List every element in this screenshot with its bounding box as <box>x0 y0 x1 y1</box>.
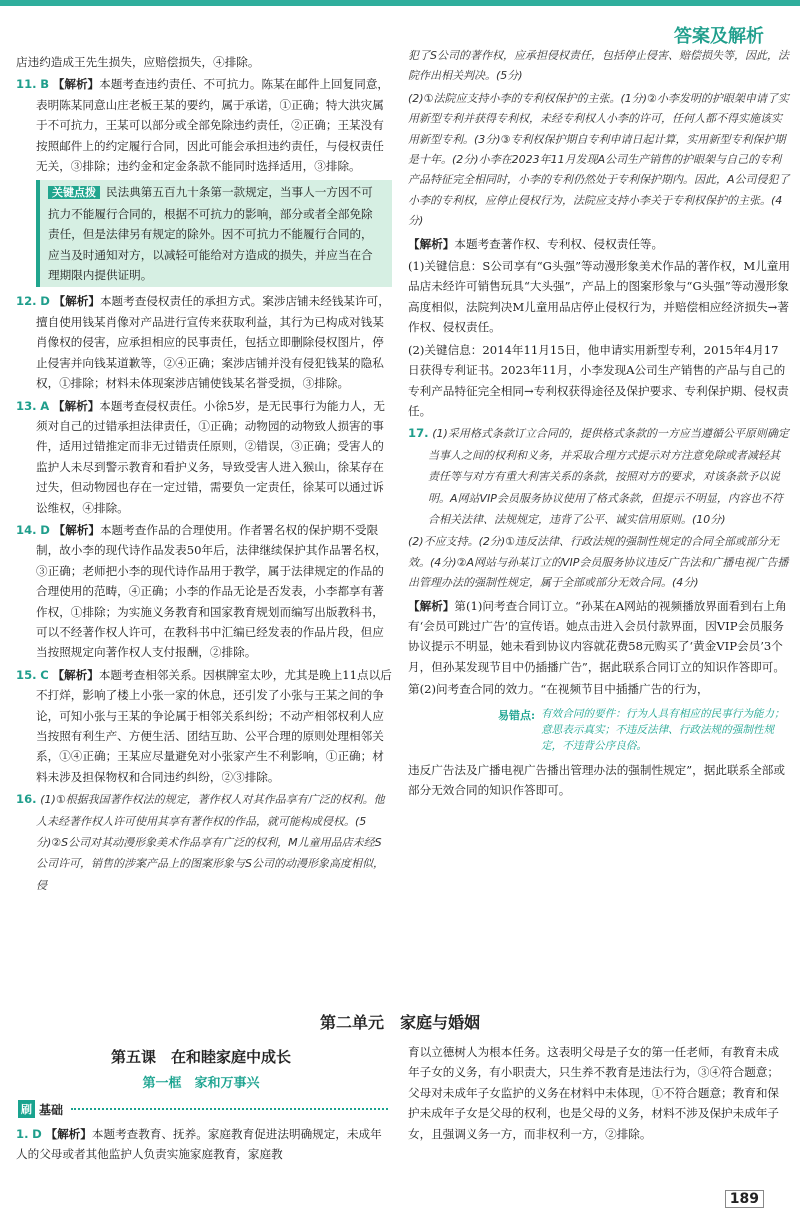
question-1 <box>16 1124 392 1165</box>
question-17 <box>408 423 790 530</box>
question-14 <box>16 520 392 663</box>
answer-letter: A <box>40 398 50 413</box>
left-continuation-text: 店违约造成王先生损失，应赔偿损失，④排除。 <box>16 55 260 69</box>
analysis-text: 本题考查侵权责任的承担方式。案涉店铺未经钱某许可，擅自使用钱某肖像对产品进行宣传来获取利益，其行为已构成对钱某肖像权的侵害，应承担相应的民事责任，包括立即删除侵权图片，停止侵害并向钱某道歉等，②④正确；案涉店铺并没有侵犯钱某的隐私权，①排除；材料未体现案涉店铺使钱某名誉受损，③排除。 <box>36 294 390 391</box>
q17-analysis-3: 违反广告法及广播电视广告播出管理办法的强制性规定”，据此联系全部或部分无效合同的知识作答即可。 <box>408 762 785 797</box>
analysis-text: 本题考查侵权责任。小徐5岁，是无民事行为能力人，无须对自己的过错承担法律责任，①正确；动物园的动物致人损害的事件，适用过错推定而非无过错责任原则，②错误，③正确；受害人的监护人未尽到警示教育和看护义务，导致受害人进入猴山，徐某存在过失，但动物园也存在一定过错，需要负一定责任，徐某可以通过诉讼维权，④排除。 <box>36 398 385 515</box>
key-point-text: 民法典第五百九十条第一款规定，当事人一方因不可抗力不能履行合同的，根据不可抗力的影响，部分或者全部免除责任，但是法律另有规定的除外。因不可抗力不能履行合同的，应当及时通知对方，以减轻可能给对方造成的损失，并应当在合理期限内提供证明。 <box>48 185 373 283</box>
error-prone-note <box>498 706 790 754</box>
q17-analysis-1 <box>408 596 790 678</box>
basic-section-header <box>18 1098 388 1120</box>
question-13 <box>16 396 392 518</box>
analysis-tag: 【解析】 <box>52 398 100 413</box>
section-header-title: 答案及解析 <box>674 26 764 47</box>
analysis-tag: 【解析】 <box>52 667 99 682</box>
q16-analysis-intro <box>408 234 790 254</box>
answer-letter: D <box>40 522 50 537</box>
handwritten-answer-text: (1)采用格式条款订立合同的，提供格式条款的一方应当遵循公平原则确定当事人之间的权利和义务，并采取合理方式提示对方注意免除或者减轻其责任等与对方有重大利害关系的条款，按照对方的要求，对该条款予以说明。A网站VIP会员服务协议使用了格式条款，但提示不明显，内容也不符合相关法律、法规规定，违背了公平、诚实信用原则。(10分) <box>428 427 789 526</box>
lesson-title: 第五课 在和睦家庭中成长 <box>110 1048 291 1066</box>
answer-letter: C <box>40 667 49 682</box>
q17-analysis-2: 第(2)问考查合同的效力。“在视频节目中插播广告的行为， <box>408 682 709 697</box>
unit-title: 第二单元 家庭与婚姻 <box>319 1013 480 1032</box>
question-11 <box>16 74 392 176</box>
question-1-continuation: 育以立德树人为根本任务。这表明父母是子女的第一任老师，有教育未成年子女的义务，有小职责大，只生养不教育是违法行为，③④符合题意；父母对未成年子女监护的义务在材料中未体现，①不符合题意；教育和保护未成年子女是父母的权利，也是父母的义务，材料不涉及保护未成年子女，且强调义务一方，而非权利一方，②排除。 <box>408 1045 780 1141</box>
handwritten-answer-text: (1)①根据我国著作权法的规定，著作权人对其作品享有广泛的权利。他人未经著作权人许可使用其享有著作权的作品，就可能构成侵权。(5分)②S公司对其动漫形象美术作品享有广泛的权利，M儿童用品店未经S公司许可，销售的涉案产品上的图案形象与S公司的动漫形象高度相似，侵 <box>36 793 385 892</box>
analysis-tag: 【解析】 <box>408 598 455 613</box>
question-number: 13. <box>16 398 37 413</box>
q16-analysis-1: (1)关键信息：S公司享有“G头强”等动漫形象美术作品的著作权，M儿童用品店未经许可销售玩具“大头强”，产品上的图案形象与“G头强”等动漫形象高度相似，法院判决M儿童用品店停止侵权行为，并赔偿相应经济损失→著作权、侵权责任。 <box>408 259 790 335</box>
q16-part-2: (2)①法院应支持小李的专利权保护的主张。(1分)②小李发明的护眼架申请了实用新型专利并获得专利权，未经专利权人小李的许可，任何人都不得实施该实用新型专利。(3分)③专利权保护期自专利申请日起计算，实用新型专利保护期是十年。(2分)小李在2023年11月发现A公司生产销售的护眼架与自己的专利产品特征完全相同时，小李的专利仍然处于专利保护期内。因此，A公司侵犯了小李的专利权，应停止侵权行为，法院应支持小李关于专利权保护的主张。(4分) <box>408 91 790 228</box>
q16-analysis-2: (2)关键信息：2014年11月15日，他申请实用新型专利，2015年4月17日获得专利证书。2023年11月，小李发现A公司生产销售的产品与自己的专利产品特征完全相同→专利权获得途径及保护要求、专利保护期、侵权责任。 <box>408 342 789 418</box>
analysis-tag: 【解析】 <box>408 236 455 251</box>
dotted-divider <box>71 1108 388 1110</box>
question-number: 15. <box>16 667 37 682</box>
answer-letter: D <box>40 294 50 309</box>
question-number: 17. <box>408 426 429 441</box>
analysis-tag: 【解析】 <box>53 294 100 309</box>
question-16 <box>16 789 392 896</box>
analysis-text: 本题考查教育、抚养。家庭教育促进法明确规定，未成年人的父母或者其他监护人负责实施家庭教育，家庭教 <box>16 1127 382 1162</box>
q16-continuation-1: 犯了S公司的著作权，应承担侵权责任，包括停止侵害、赔偿损失等，因此，法院作出相关判决。(5分) <box>408 49 789 83</box>
left-column <box>16 52 392 896</box>
question-number: 11. <box>16 77 37 92</box>
key-point-box <box>36 180 392 287</box>
question-number: 1. <box>16 1127 29 1141</box>
q17-part-2: (2)不应支持。(2分)①违反法律、行政法规的强制性规定的合同全部或部分无效。(4分)②A网站与孙某订立的VIP会员服务协议违反广告法和广播电视广告播出管理办法的强制性规定，属于全部或部分无效合同。(4分) <box>408 535 789 590</box>
page-number: 189 <box>725 1190 764 1208</box>
analysis-text: 本题考查违约责任、不可抗力。陈某在邮件上回复同意，表明陈某同意山庄老板王某的要约，属于承诺，①正确；特大洪灾属于不可抗力，王某可以部分或全部免除违约责任，②正确；王某没有按照邮件上的约定履行合同，因此可能会承担违约责任，与侵权责任无关，③排除；违约金和定金条款不能同时选择适用，③排除。 <box>36 77 390 174</box>
analysis-text: 本题考查作品的合理使用。作者署名权的保护期不受限制，故小李的现代诗作品发表50年后，法律继续保护其作品署名权，③正确；老师把小李的现代诗作品用于教学，属于法律规定的作品的合理使用的范畴，④正确；小李的作品无论是否发表，小李都享有著作权，①排除；为实施义务教育和国家教育规划而编写出版教科书，可以不经著作权人许可，在教科书中汇编已经发表的作品片段，但应当按照规定向著作权人支付报酬，②排除。 <box>36 522 387 660</box>
right-column <box>408 46 790 800</box>
analysis-tag: 【解析】 <box>52 77 100 92</box>
analysis-tag: 【解析】 <box>53 522 100 537</box>
error-prone-text: 有效合同的要件：行为人具有相应的民事行为能力；意思表示真实；不违反法律、行政法规的强制性规定，不违背公序良俗。 <box>541 707 785 752</box>
brush-badge-icon: 刷 <box>18 1100 35 1118</box>
question-15 <box>16 665 392 787</box>
question-number: 12. <box>16 294 37 309</box>
analysis-text: 本题考查著作权、专利权、侵权责任等。 <box>454 236 664 251</box>
analysis-text: 第(1)问考查合同订立。“孙某在A网站的视频播放界面看到右上角有‘会员可跳过广告’的宣传语。她点击进入会员付款界面，因VIP会员服务协议提示不明显，她未看到协议内容就花费58元购买了‘黄金VIP会员’3个月，但孙某发现节目中仍插播广告”，据此联系合同订立的知识作答即可。 <box>408 598 787 674</box>
error-prone-label: 易错点: <box>498 708 536 722</box>
key-point-label: 关键点拨 <box>48 186 100 199</box>
analysis-tag: 【解析】 <box>45 1127 92 1141</box>
question-number: 16. <box>16 792 37 807</box>
answer-letter: D <box>32 1127 42 1141</box>
header-accent-bar <box>0 0 800 6</box>
section-title: 第一框 家和万事兴 <box>142 1076 260 1091</box>
question-number: 14. <box>16 522 37 537</box>
basic-label: 基础 <box>39 1102 64 1117</box>
question-12 <box>16 291 392 393</box>
analysis-text: 本题考查相邻关系。因棋牌室太吵，尤其是晚上11点以后不打烊，影响了楼上小张一家的休息，还引发了小张与王某之间的争论，可知小张与王某的争论属于相邻关系纠纷；不动产相邻权利人应当按照有利生产、方便生活、团结互助、公平合理的原则处理相邻关系，①④正确；王某应尽量避免对小张家产生不利影响，①正确；材料未涉及担保物权和合同违约纠纷，②③排除。 <box>36 667 392 784</box>
answer-letter: B <box>40 77 50 92</box>
